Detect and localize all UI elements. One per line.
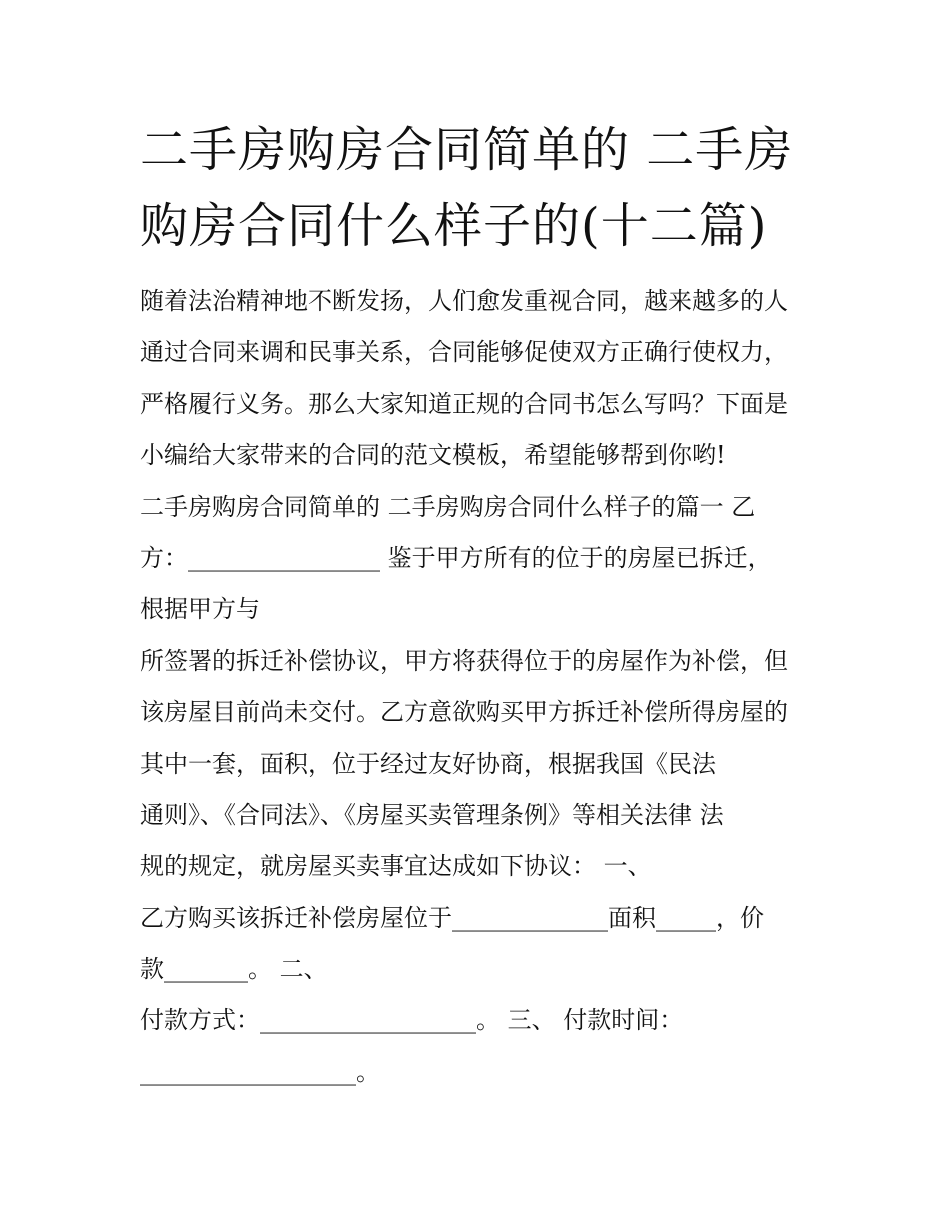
body-line: 其中一套，面积，位于经过友好协商，根据我国《民法: [140, 749, 716, 778]
body-line: 根据甲方与: [140, 595, 260, 624]
body-line: __________________。: [140, 1057, 380, 1086]
body-line: 方：________________ 鉴于甲方所有的位于的房屋已拆迁，: [140, 543, 772, 572]
body-line: 规的规定，就房屋买卖事宜达成如下协议： 一、: [140, 852, 652, 881]
body-line: 随着法治精神地不断发扬，人们愈发重视合同，越来越多的人: [140, 287, 788, 315]
body-line: 所签署的拆迁补偿协议，甲方将获得位于的房屋作为补偿，但: [140, 646, 788, 675]
document-body: [140, 276, 820, 1098]
title-line: 购房合同什么样子的(十二篇): [140, 198, 768, 254]
body-line: 乙方购买该拆迁补偿房屋位于_____________面积_____，价: [140, 903, 764, 932]
body-line: 严格履行义务。那么大家知道正规的合同书怎么写吗？下面是: [140, 389, 788, 418]
body-line: 付款方式：__________________。 三、 付款时间：: [140, 1006, 684, 1035]
body-line: 通则》、《合同法》、《房屋买卖管理条例》等相关法律 法: [140, 800, 724, 829]
body-line: 小编给大家带来的合同的范文模板，希望能够帮到你哟!: [140, 441, 726, 470]
body-line: 款_______。 二、: [140, 955, 328, 984]
body-line: 通过合同来调和民事关系，合同能够促使双方正确行使权力，: [140, 338, 788, 367]
document-title: [140, 112, 820, 264]
title-line: 二手房购房合同简单的 二手房: [140, 122, 794, 178]
body-line: 该房屋目前尚未交付。乙方意欲购买甲方拆迁补偿所得房屋的: [140, 698, 788, 727]
body-line: 二手房购房合同简单的 二手房购房合同什么样子的篇一 乙: [140, 492, 756, 521]
